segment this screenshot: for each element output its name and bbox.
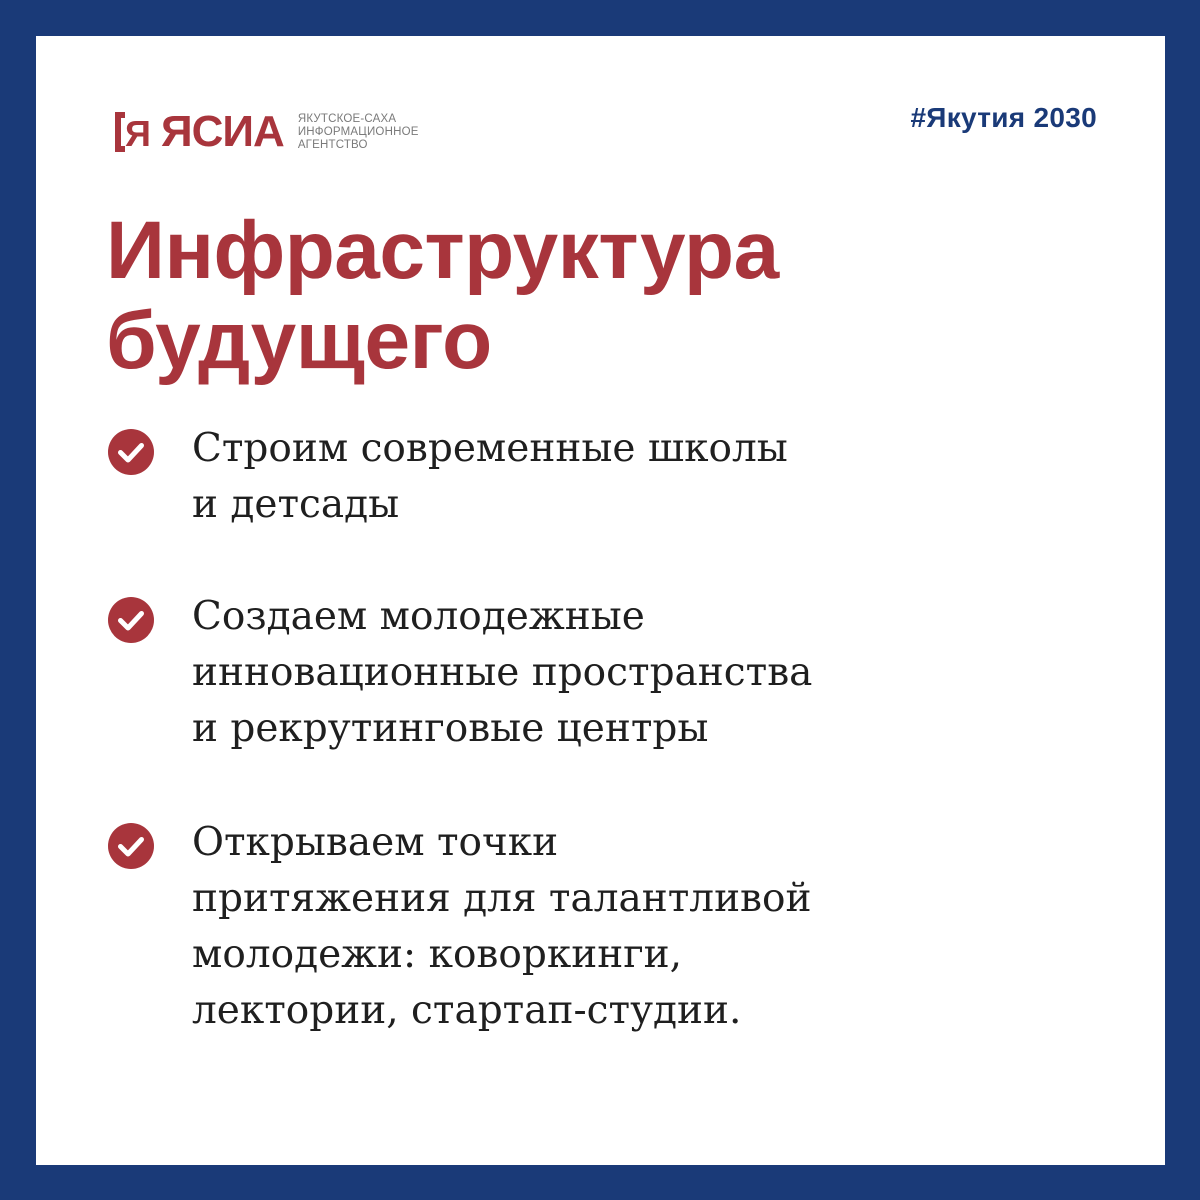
list-item-line: Создаем молодежные	[192, 594, 645, 639]
list-item	[108, 815, 812, 1039]
title-line: будущего	[106, 295, 492, 386]
hashtag: #Якутия 2030	[910, 102, 1097, 133]
logo-subtitle-line: ЯКУТСКОЕ-САХА	[297, 112, 397, 125]
check-circle-icon	[108, 597, 154, 643]
logo-subtitle-line: ИНФОРМАЦИОННОЕ	[297, 125, 419, 138]
logo-subtitle	[298, 113, 419, 152]
list-item-line: Открываем точки	[192, 820, 559, 865]
logo-subtitle-line: АГЕНТСТВО	[297, 138, 368, 151]
list-item	[108, 421, 788, 533]
title-line: Инфраструктура	[106, 205, 779, 296]
list-item-line: и детсады	[192, 482, 400, 527]
list-item-text	[192, 421, 788, 533]
list-item-line: притяжения для талантливой	[192, 876, 812, 921]
logo	[111, 106, 419, 158]
poster-card	[36, 36, 1165, 1165]
list-item-line: лектории, стартап-студии.	[192, 988, 742, 1033]
check-circle-icon	[108, 823, 154, 869]
list-item-line: инновационные пространства	[192, 650, 813, 695]
check-circle-icon	[108, 429, 154, 475]
list-item-line: и рекрутинговые центры	[192, 706, 709, 751]
list-item-text	[192, 589, 812, 757]
list-item-text	[192, 815, 812, 1039]
ysia-logo-icon	[111, 109, 157, 155]
logo-wordmark: ЯСИА	[161, 107, 284, 156]
list-item-line: молодежи: коворкинги,	[192, 932, 683, 977]
svg-text:Я: Я	[125, 113, 151, 154]
list-item-line: Строим современные школы	[192, 426, 788, 471]
list-item	[108, 589, 812, 757]
page-title	[106, 206, 779, 386]
